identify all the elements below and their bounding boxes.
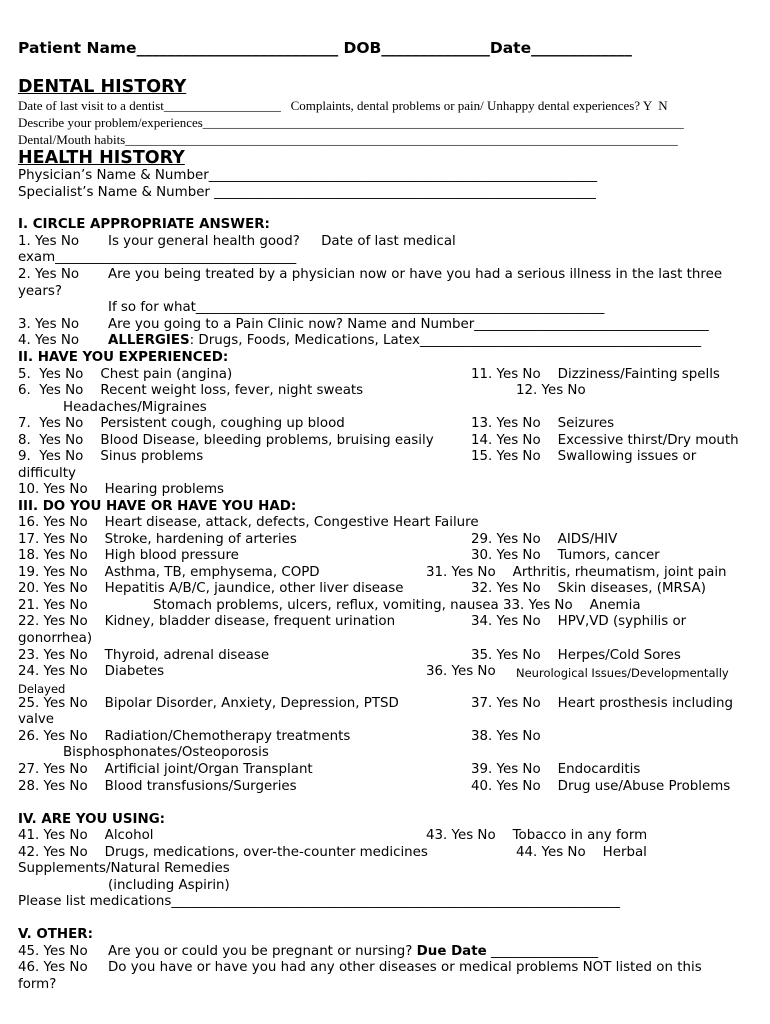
q31-item[interactable]: 31. Yes No Arthritis, rheumatism, joint pain: [426, 565, 727, 580]
q2-if-so-field[interactable]: If so for what_____________________________________________________________: [108, 300, 605, 315]
q12-item[interactable]: 12. Yes No: [516, 383, 586, 398]
q34-text-cont: gonorrhea): [18, 631, 93, 646]
dental-history-heading: DENTAL HISTORY: [18, 77, 187, 97]
q37-text-cont: valve: [18, 712, 55, 727]
section-3-heading: III. DO YOU HAVE OR HAVE YOU HAD:: [18, 499, 297, 514]
date-field[interactable]: _____________: [531, 39, 632, 57]
q42-item[interactable]: 42. Yes No Drugs, medications, over-the-counter medicines: [18, 845, 428, 860]
q46-text: Do you have or have you had any other diseases or medical problems NOT listed on this: [108, 960, 702, 975]
due-date-label: Due Date: [416, 944, 487, 959]
q41-item[interactable]: 41. Yes No Alcohol: [18, 828, 154, 843]
dental-line-describe[interactable]: Describe your problem/experiences__________________________________________________________________________: [18, 115, 684, 130]
q23-item[interactable]: 23. Yes No Thyroid, adrenal disease: [18, 648, 270, 663]
allergies-label: ALLERGIES: [108, 333, 190, 348]
section-5-heading: V. OTHER:: [18, 927, 93, 942]
q30-item[interactable]: 30. Yes No Tumors, cancer: [471, 548, 660, 563]
q26-item[interactable]: 26. Yes No Radiation/Chemotherapy treatments: [18, 729, 351, 744]
q3-text[interactable]: Are you going to a Pain Clinic now? Name and Number___________________________________: [108, 317, 709, 332]
q7-item[interactable]: 7. Yes No Persistent cough, coughing up blood: [18, 416, 345, 431]
q11-item[interactable]: 11. Yes No Dizziness/Fainting spells: [471, 367, 720, 382]
q18-item[interactable]: 18. Yes No High blood pressure: [18, 548, 239, 563]
q16-item[interactable]: 16. Yes No Heart disease, attack, defects, Congestive Heart Failure: [18, 515, 479, 530]
q44-item[interactable]: 44. Yes No Herbal: [516, 845, 647, 860]
q44-text-cont: Supplements/Natural Remedies: [18, 861, 230, 876]
allergies-text: : Drugs, Foods, Medications, Latex__________________________________________: [189, 333, 702, 348]
q37-item[interactable]: 37. Yes No Heart prosthesis including: [471, 696, 733, 711]
medications-list-field[interactable]: Please list medications___________________________________________________________________: [18, 894, 620, 909]
q1-exam-field[interactable]: exam____________________________________: [18, 250, 297, 265]
q4-allergies[interactable]: [108, 333, 701, 349]
q3-yes-no[interactable]: 3. Yes No: [18, 317, 80, 332]
q42-text-cont: (including Aspirin): [108, 878, 230, 893]
q34-item[interactable]: 34. Yes No HPV,VD (syphilis or: [471, 614, 687, 629]
q46-yes-no[interactable]: 46. Yes No: [18, 960, 88, 975]
specialist-field[interactable]: Specialist’s Name & Number _________________________________________________________: [18, 185, 596, 200]
q21-q33-text[interactable]: Stomach problems, ulcers, reflux, vomiting, nausea 33. Yes No Anemia: [153, 598, 641, 613]
q38-item[interactable]: 38. Yes No: [471, 729, 541, 744]
q28-item[interactable]: 28. Yes No Blood transfusions/Surgeries: [18, 779, 297, 794]
q2-text-cont: years?: [18, 284, 62, 299]
patient-name-label: Patient Name: [18, 39, 137, 57]
due-date-field[interactable]: ________________: [486, 944, 599, 959]
q22-item[interactable]: 22. Yes No Kidney, bladder disease, frequent urination: [18, 614, 396, 629]
q15-text-cont: difficulty: [18, 466, 76, 481]
q4-yes-no[interactable]: 4. Yes No: [18, 333, 80, 348]
section-4-heading: IV. ARE YOU USING:: [18, 812, 166, 827]
q9-item[interactable]: 9. Yes No Sinus problems: [18, 449, 204, 464]
q35-item[interactable]: 35. Yes No Herpes/Cold Sores: [471, 648, 681, 663]
q14-item[interactable]: 14. Yes No Excessive thirst/Dry mouth: [471, 433, 739, 448]
health-history-heading: HEALTH HISTORY: [18, 148, 185, 168]
q36-text-cont: Delayed: [18, 682, 66, 696]
q27-item[interactable]: 27. Yes No Artificial joint/Organ Transplant: [18, 762, 313, 777]
q5-item[interactable]: 5. Yes No Chest pain (angina): [18, 367, 233, 382]
q1-yes-no[interactable]: 1. Yes No: [18, 234, 80, 249]
q36-yes-no[interactable]: 36. Yes No: [426, 664, 496, 679]
q1-text: Is your general health good? Date of last medical: [108, 234, 456, 249]
q43-item[interactable]: 43. Yes No Tobacco in any form: [426, 828, 648, 843]
q6-item[interactable]: 6. Yes No Recent weight loss, fever, night sweats: [18, 383, 364, 398]
date-label: Date: [489, 39, 532, 57]
q10-item[interactable]: 10. Yes No Hearing problems: [18, 482, 225, 497]
patient-info-line: [18, 39, 632, 57]
q2-text: Are you being treated by a physician now or have you had a serious illness in the last three: [108, 267, 723, 282]
dental-line-habits[interactable]: Dental/Mouth habits_____________________________________________________________________________________: [18, 132, 678, 147]
q36-text: Neurological Issues/Developmentally: [516, 666, 729, 680]
q20-item[interactable]: 20. Yes No Hepatitis A/B/C, jaundice, other liver disease: [18, 581, 404, 596]
q32-item[interactable]: 32. Yes No Skin diseases, (MRSA): [471, 581, 706, 596]
q29-item[interactable]: 29. Yes No AIDS/HIV: [471, 532, 618, 547]
section-1-heading: I. CIRCLE APPROPRIATE ANSWER:: [18, 217, 270, 232]
dob-label: DOB: [338, 39, 382, 57]
q8-item[interactable]: 8. Yes No Blood Disease, bleeding problems, bruising easily: [18, 433, 434, 448]
dob-field[interactable]: ______________: [381, 39, 490, 57]
dental-line-last-visit[interactable]: Date of last visit to a dentist__________________ Complaints, dental problems or pain/ Unhappy dental experiences? Y N: [18, 98, 668, 113]
q15-item[interactable]: 15. Yes No Swallowing issues or: [471, 449, 697, 464]
q45-line[interactable]: [108, 944, 598, 960]
q17-item[interactable]: 17. Yes No Stroke, hardening of arteries: [18, 532, 297, 547]
q19-item[interactable]: 19. Yes No Asthma, TB, emphysema, COPD: [18, 565, 320, 580]
physician-field[interactable]: Physician’s Name & Number__________________________________________________________: [18, 168, 598, 183]
q24-item[interactable]: 24. Yes No Diabetes: [18, 664, 165, 679]
section-2-heading: II. HAVE YOU EXPERIENCED:: [18, 350, 229, 365]
q40-item[interactable]: 40. Yes No Drug use/Abuse Problems: [471, 779, 731, 794]
patient-name-field[interactable]: __________________________: [136, 39, 339, 57]
q25-item[interactable]: 25. Yes No Bipolar Disorder, Anxiety, Depression, PTSD: [18, 696, 399, 711]
q45-text: Are you or could you be pregnant or nursing?: [108, 944, 417, 959]
q46-text-cont: form?: [18, 977, 57, 992]
q21-item[interactable]: 21. Yes No: [18, 598, 88, 613]
q13-item[interactable]: 13. Yes No Seizures: [471, 416, 615, 431]
q38-text: Bisphosphonates/Osteoporosis: [63, 745, 269, 760]
q2-yes-no[interactable]: 2. Yes No: [18, 267, 80, 282]
q39-item[interactable]: 39. Yes No Endocarditis: [471, 762, 641, 777]
q45-yes-no[interactable]: 45. Yes No: [18, 944, 88, 959]
q12-text: Headaches/Migraines: [63, 400, 207, 415]
